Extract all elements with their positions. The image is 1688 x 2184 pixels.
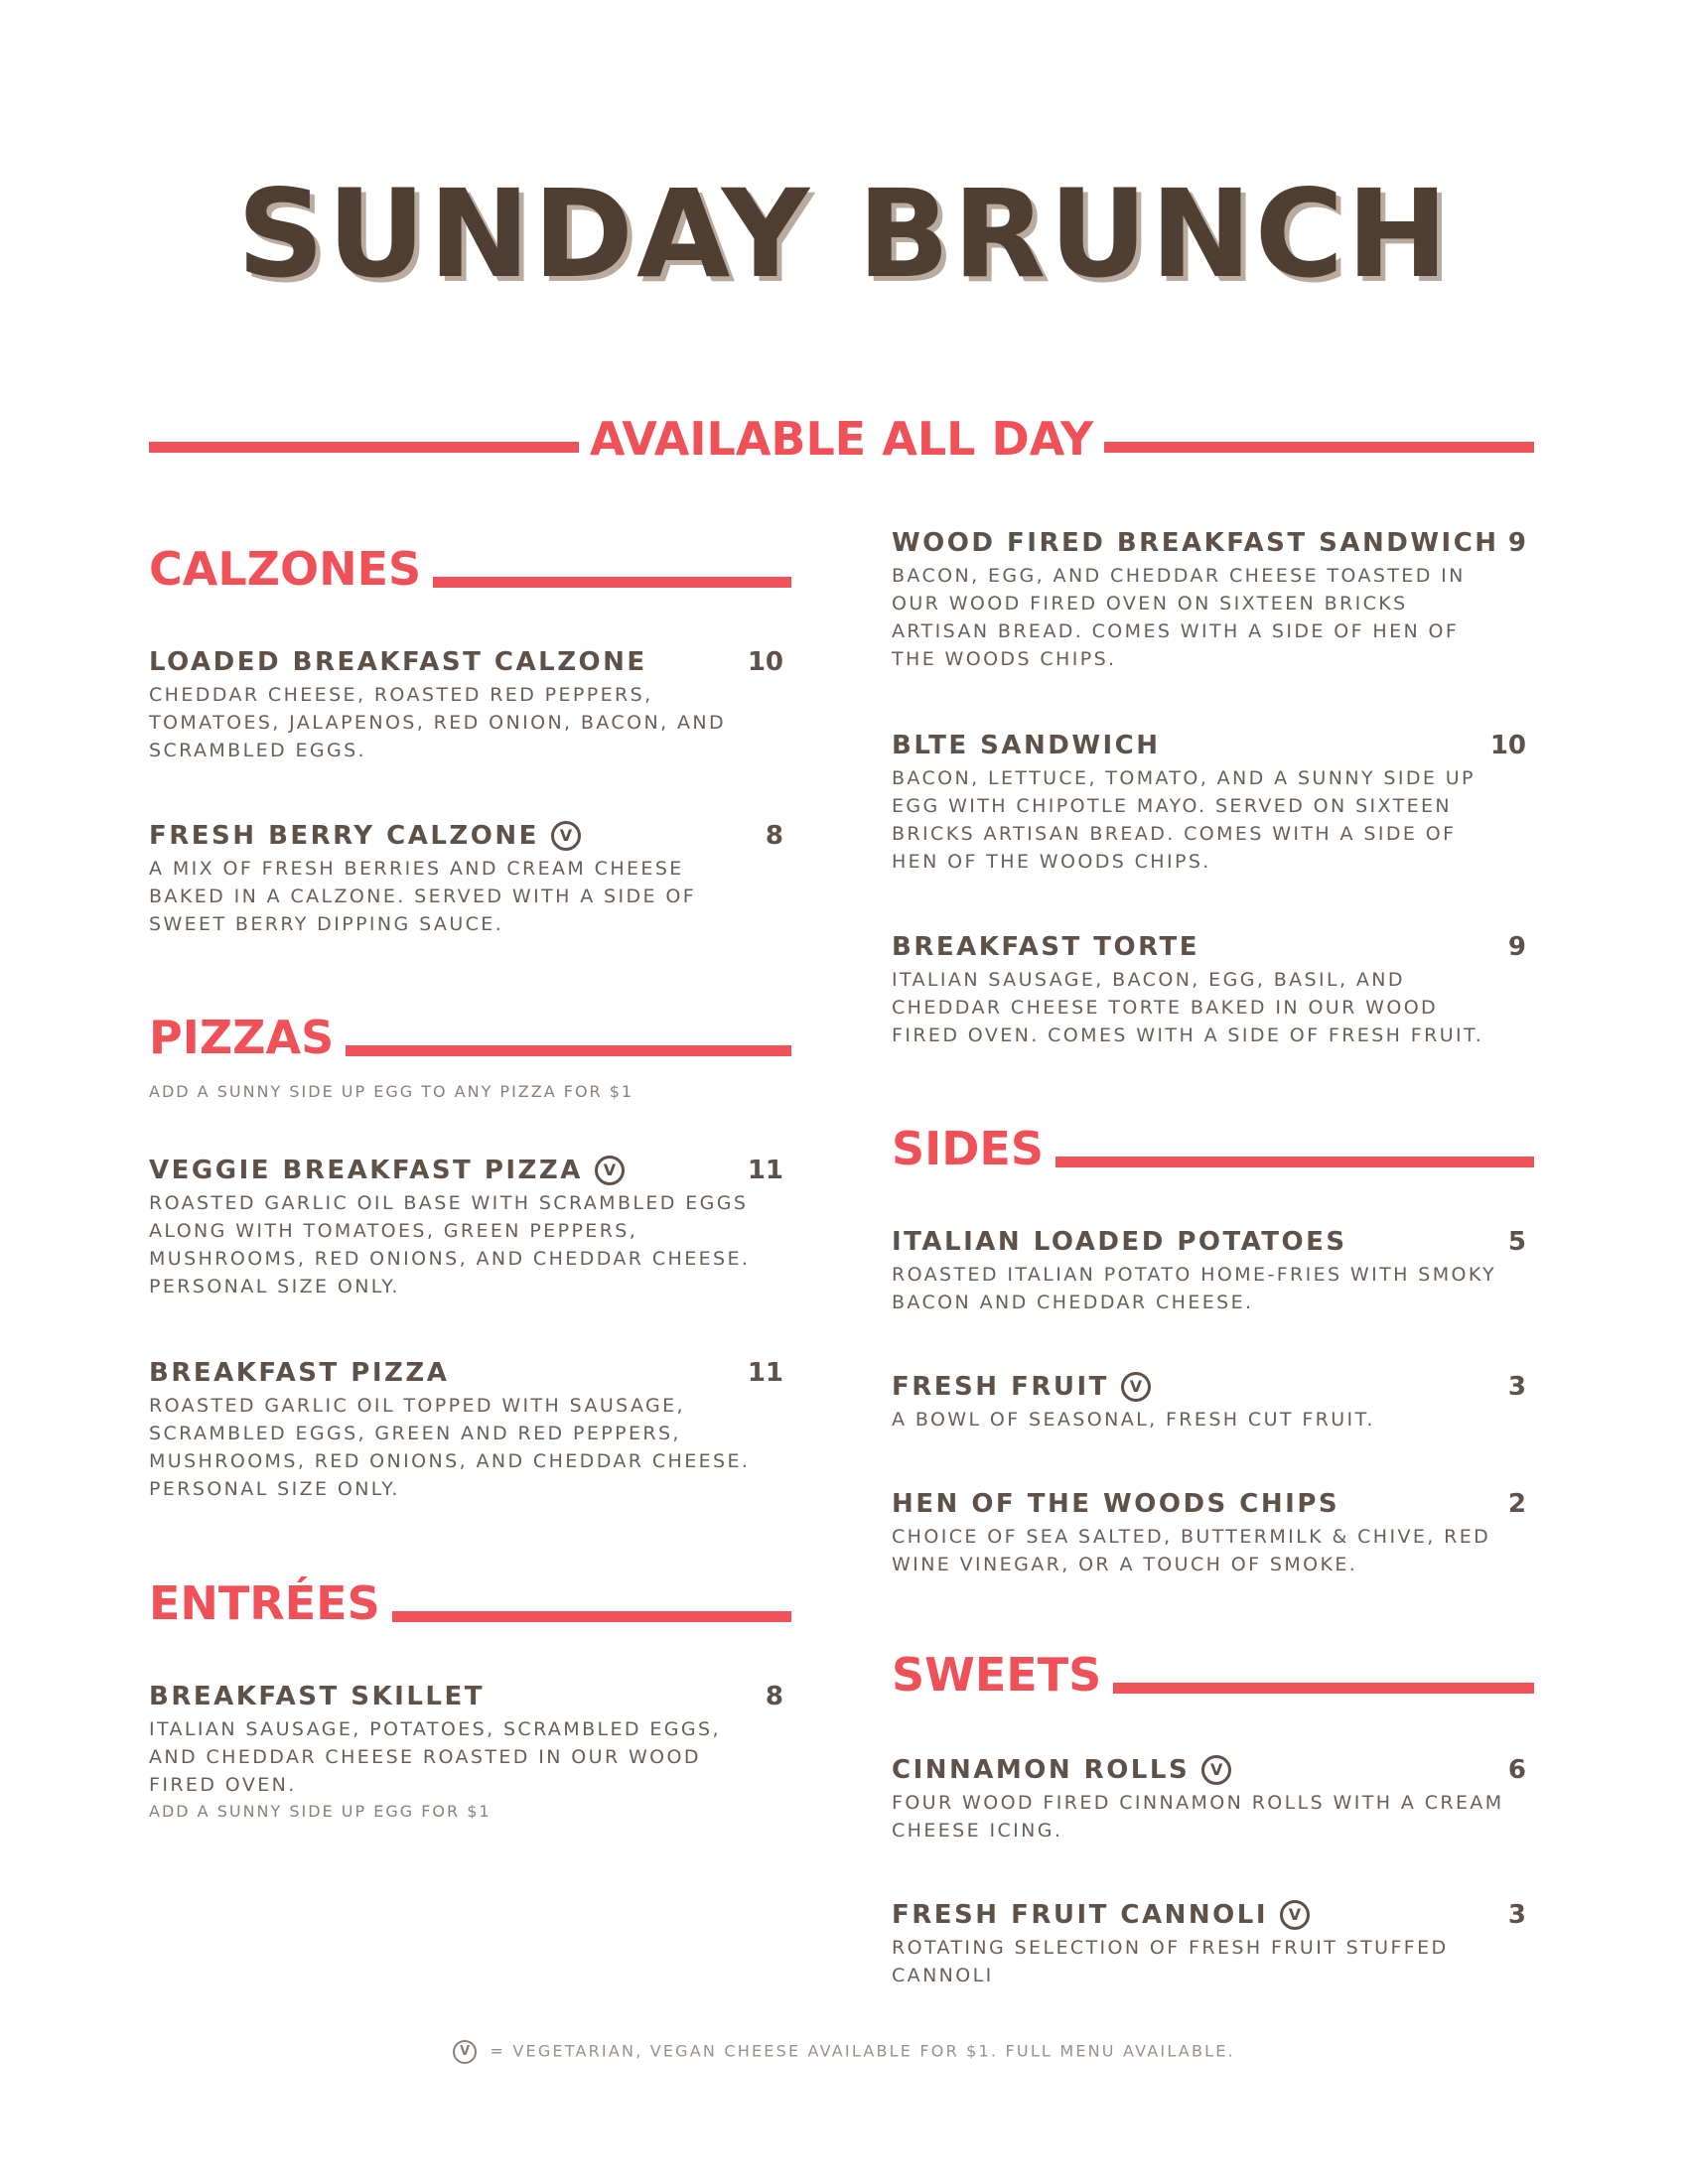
item-name: FRESH FRUIT (892, 1372, 1109, 1402)
menu-item-loaded-breakfast-calzone (149, 645, 791, 764)
menu-item-fresh-fruit-cannoli (892, 1898, 1534, 1989)
menu-item-veggie-breakfast-pizza (149, 1154, 791, 1300)
menu-item-fresh-berry-calzone (149, 819, 791, 938)
section-entrees (149, 1567, 791, 1630)
item-price: 3 (1507, 1372, 1526, 1402)
section-heading: CALZONES (149, 542, 422, 596)
item-name: FRESH FRUIT CANNOLI (892, 1900, 1268, 1930)
item-name: WOOD FIRED BREAKFAST SANDWICH (892, 528, 1499, 558)
item-name: CINNAMON ROLLS (892, 1755, 1191, 1785)
item-description: ROASTED ITALIAN POTATO HOME-FRIES WITH SMOKY BACON AND CHEDDAR CHEESE. (892, 1264, 1497, 1313)
item-price: 8 (765, 1682, 783, 1711)
item-description: BACON, LETTUCE, TOMATO, AND A SUNNY SIDE UP EGG WITH CHIPOTLE MAYO. SERVED ON SIXTEEN BRICKS ARTISAN BREAD. COMES WITH A SIDE OF HEN OF THE WOODS CHIPS. (892, 767, 1476, 873)
vegetarian-icon: V (1280, 1900, 1310, 1930)
item-price: 11 (747, 1156, 783, 1185)
menu-item-fresh-fruit (892, 1370, 1534, 1433)
menu-item-hen-of-the-woods-chips (892, 1487, 1534, 1578)
section-rule (433, 577, 791, 588)
vegetarian-icon: V (1121, 1372, 1151, 1402)
item-name-wrap (149, 1156, 625, 1185)
section-heading: SWEETS (892, 1648, 1102, 1702)
item-name: HEN OF THE WOODS CHIPS (892, 1489, 1340, 1519)
menu-footer (0, 2040, 1688, 2064)
section-pizzas (149, 1001, 791, 1064)
banner-text: AVAILABLE ALL DAY (589, 412, 1094, 466)
section-heading: ENTRÉES (149, 1576, 380, 1630)
section-sweets (892, 1638, 1534, 1702)
menu-item-blte-sandwich (892, 729, 1534, 876)
vegetarian-icon: V (595, 1156, 625, 1185)
menu-title: SUNDAY BRUNCH (236, 164, 1452, 305)
section-rule (1113, 1683, 1534, 1694)
item-price: 2 (1507, 1489, 1526, 1519)
item-name-wrap (892, 1755, 1231, 1785)
item-price: 6 (1507, 1755, 1526, 1785)
item-name: BREAKFAST TORTE (892, 932, 1199, 962)
item-price: 8 (765, 821, 783, 851)
section-calzones (149, 532, 791, 596)
section-rule (392, 1611, 791, 1622)
item-name: BREAKFAST PIZZA (149, 1358, 450, 1388)
menu-item-breakfast-torte (892, 930, 1534, 1049)
item-name: BLTE SANDWICH (892, 731, 1161, 760)
item-note: ADD A SUNNY SIDE UP EGG FOR $1 (149, 1802, 492, 1821)
item-description: CHEDDAR CHEESE, ROASTED RED PEPPERS, TOMATOES, JALAPENOS, RED ONION, BACON, AND SCRAMBLED EGGS. (149, 684, 726, 761)
pizza-egg-note: ADD A SUNNY SIDE UP EGG TO ANY PIZZA FOR $1 (149, 1082, 634, 1101)
item-description: ROASTED GARLIC OIL TOPPED WITH SAUSAGE, SCRAMBLED EGGS, GREEN AND RED PEPPERS, MUSHROOMS, RED ONIONS, AND CHEDDAR CHEESE. PERSONAL SIZE ONLY. (149, 1395, 751, 1500)
item-description: FOUR WOOD FIRED CINNAMON ROLLS WITH A CREAM CHEESE ICING. (892, 1792, 1504, 1842)
item-price: 11 (747, 1358, 783, 1388)
menu-item-italian-loaded-potatoes (892, 1225, 1534, 1316)
menu-item-breakfast-pizza (149, 1356, 791, 1503)
section-rule (346, 1045, 791, 1056)
item-price: 10 (747, 647, 783, 677)
item-description: A MIX OF FRESH BERRIES AND CREAM CHEESE BAKED IN A CALZONE. SERVED WITH A SIDE OF SWEET BERRY DIPPING SAUCE. (149, 858, 697, 935)
available-all-day-banner (149, 409, 1534, 469)
banner-rule-right (1104, 442, 1534, 453)
menu-item-breakfast-skillet (149, 1680, 791, 1823)
item-name: LOADED BREAKFAST CALZONE (149, 647, 647, 677)
menu-item-wood-fired-breakfast-sandwich (892, 526, 1534, 673)
section-heading: PIZZAS (149, 1011, 335, 1064)
item-name-wrap (892, 1900, 1310, 1930)
item-description: ITALIAN SAUSAGE, POTATOES, SCRAMBLED EGGS, AND CHEDDAR CHEESE ROASTED IN OUR WOOD FIRED OVEN. (149, 1718, 721, 1796)
item-description: ITALIAN SAUSAGE, BACON, EGG, BASIL, AND CHEDDAR CHEESE TORTE BAKED IN OUR WOOD FIRED OVEN. COMES WITH A SIDE OF FRESH FRUIT. (892, 969, 1484, 1046)
item-description: A BOWL OF SEASONAL, FRESH CUT FRUIT. (892, 1409, 1375, 1431)
vegetarian-icon: V (1201, 1755, 1231, 1785)
menu-item-cinnamon-rolls (892, 1753, 1534, 1844)
item-name: BREAKFAST SKILLET (149, 1682, 485, 1711)
item-description: CHOICE OF SEA SALTED, BUTTERMILK & CHIVE, RED WINE VINEGAR, OR A TOUCH OF SMOKE. (892, 1526, 1491, 1575)
item-price: 5 (1507, 1227, 1526, 1257)
item-description: ROTATING SELECTION OF FRESH FRUIT STUFFED CANNOLI (892, 1937, 1449, 1986)
vegetarian-icon: V (453, 2040, 477, 2064)
item-description: BACON, EGG, AND CHEDDAR CHEESE TOASTED IN OUR WOOD FIRED OVEN ON SIXTEEN BRICKS ARTISAN BREAD. COMES WITH A SIDE OF HEN OF THE WOODS CHIPS. (892, 565, 1466, 670)
section-rule (1055, 1157, 1534, 1167)
item-name: VEGGIE BREAKFAST PIZZA (149, 1156, 583, 1185)
item-description: ROASTED GARLIC OIL BASE WITH SCRAMBLED EGGS ALONG WITH TOMATOES, GREEN PEPPERS, MUSHROOMS, RED ONIONS, AND CHEDDAR CHEESE. PERSONAL SIZE ONLY. (149, 1192, 751, 1297)
item-price: 10 (1489, 731, 1526, 760)
vegetarian-icon: V (551, 821, 581, 851)
section-heading: SIDES (892, 1122, 1044, 1175)
item-name: FRESH BERRY CALZONE (149, 821, 539, 851)
item-price: 9 (1507, 528, 1526, 558)
item-name: ITALIAN LOADED POTATOES (892, 1227, 1347, 1257)
section-sides (892, 1112, 1534, 1175)
item-price: 9 (1507, 932, 1526, 962)
item-name-wrap (892, 1372, 1151, 1402)
item-name-wrap (149, 821, 581, 851)
footer-text: = VEGETARIAN, VEGAN CHEESE AVAILABLE FOR $1. FULL MENU AVAILABLE. (490, 2041, 1235, 2061)
item-price: 3 (1507, 1900, 1526, 1930)
